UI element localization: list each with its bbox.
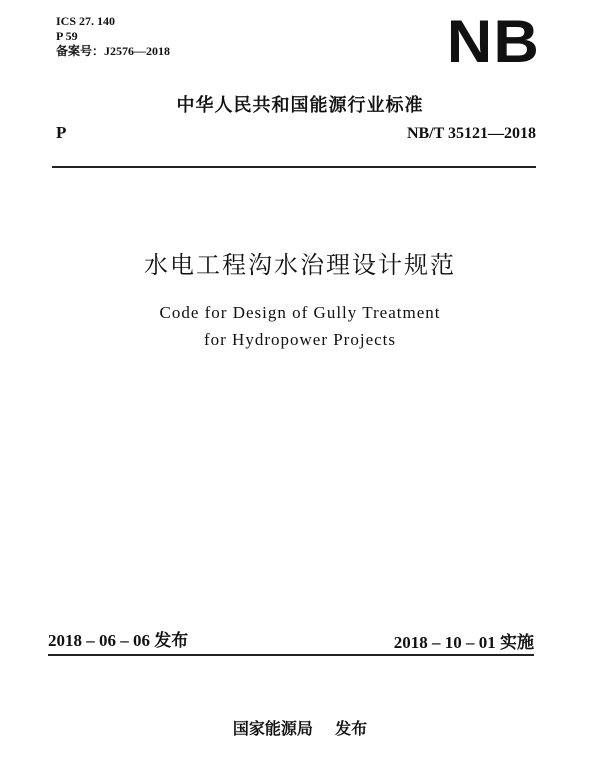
implementation-date: 2018 – 10 – 01 实施 bbox=[393, 633, 534, 652]
issue-date: 2018 – 06 – 06 发布 bbox=[48, 631, 189, 650]
english-title-line-2: for Hydropower Projects bbox=[203, 330, 396, 349]
publisher: 国家能源局 发布 bbox=[232, 719, 368, 738]
nb-logo: NB bbox=[447, 8, 541, 75]
classification-code: P bbox=[56, 123, 67, 142]
document-title-chinese: 水电工程沟水治理设计规范 bbox=[144, 251, 456, 279]
top-divider bbox=[52, 166, 536, 168]
p-code: P 59 bbox=[56, 29, 78, 43]
standard-number: NB/T 35121—2018 bbox=[406, 125, 536, 142]
document-title-english bbox=[0, 299, 600, 353]
ics-code: ICS 27. 140 bbox=[56, 14, 116, 28]
metadata-block bbox=[56, 14, 170, 59]
organization-title: 中华人民共和国能源行业标准 bbox=[176, 95, 424, 116]
english-title-line-1: Code for Design of Gully Treatment bbox=[159, 303, 441, 322]
record-number: 备案号：J2576—2018 bbox=[56, 44, 171, 58]
bottom-divider bbox=[48, 654, 534, 656]
